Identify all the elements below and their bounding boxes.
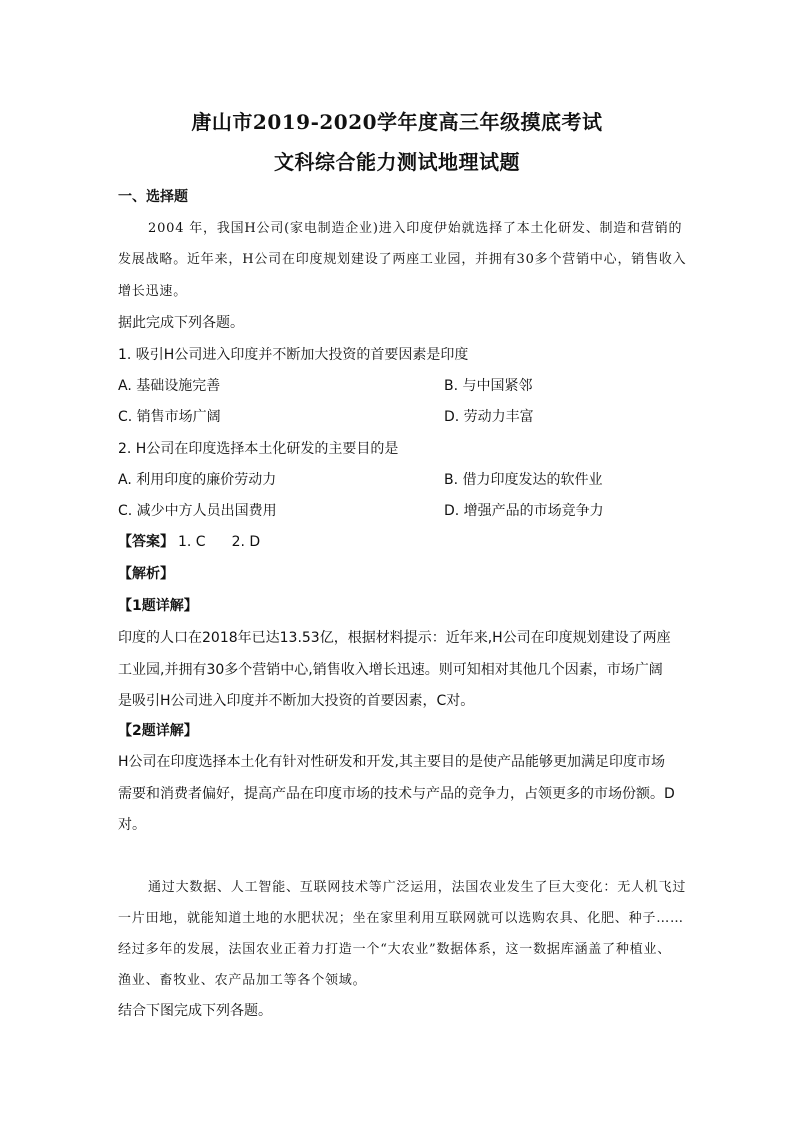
section-heading: 一、选择题 [118, 189, 188, 205]
page-title: 唐山市2019-2020学年度高三年级摸底考试 [191, 110, 603, 134]
question-2-option-d: D. 增强产品的市场竞争力 [444, 503, 604, 519]
question-1-option-c: C. 销售市场广阔 [118, 409, 221, 425]
answer-line [118, 531, 260, 551]
detail-1-tag: 【1题详解】 [118, 598, 198, 614]
detail-2-tag: 【2题详解】 [118, 723, 198, 739]
passage2-line: 经过多年的发展，法国农业正着力打造一个“大农业”数据体系，这一数据库涵盖了种植业、 [118, 942, 672, 957]
passage1-line: 增长迅速。 [118, 284, 188, 299]
page-subtitle: 文科综合能力测试地理试题 [274, 150, 520, 174]
detail-1-line: 工业园,并拥有30多个营销中心,销售收入增长迅速。则可知相对其他几个因素，市场广阔 [118, 662, 663, 678]
detail-1-line: 是吸引H公司进入印度并不断加大投资的首要因素，C对。 [118, 693, 475, 709]
detail-2-line: 对。 [118, 817, 146, 833]
detail-2-line: 需要和消费者偏好，提高产品在印度市场的技术与产品的竞争力，占领更多的市场份额。D [118, 786, 675, 802]
answer-1: 1. C [178, 534, 206, 550]
answer-2: 2. D [231, 534, 261, 550]
question-1-option-a: A. 基础设施完善 [118, 378, 221, 394]
instruction-text: 据此完成下列各题。 [118, 315, 244, 331]
detail-2-line: H公司在印度选择本土化有针对性研发和开发,其主要目的是使产品能够更加满足印度市场 [118, 754, 665, 770]
question-1-stem: 1. 吸引H公司进入印度并不断加大投资的首要因素是印度 [118, 347, 469, 363]
answer-tag: 【答案】 [118, 534, 174, 550]
question-1-option-d: D. 劳动力丰富 [444, 409, 534, 425]
question-2-stem: 2. H公司在印度选择本土化研发的主要目的是 [118, 441, 399, 457]
question-2-option-c: C. 减少中方人员出国费用 [118, 503, 277, 519]
passage1-line: 发展战略。近年来，H公司在印度规划建设了两座工业园，并拥有30多个营销中心，销售收入 [118, 252, 687, 267]
passage1-line: 2004 年，我国H公司(家电制造企业)进入印度伊始就选择了本土化研发、制造和营销的 [148, 221, 683, 236]
question-1-option-b: B. 与中国紧邻 [444, 378, 533, 394]
passage2-line: 通过大数据、人工智能、互联网技术等广泛运用，法国农业发生了巨大变化：无人机飞过 [148, 880, 687, 895]
question-2-option-b: B. 借力印度发达的软件业 [444, 472, 603, 488]
question-2-option-a: A. 利用印度的廉价劳动力 [118, 472, 277, 488]
passage2-line: 渔业、畜牧业、农产品加工等各个领域。 [118, 973, 367, 988]
analysis-tag: 【解析】 [118, 566, 174, 582]
passage2-line: 一片田地，就能知道土地的水肥状况；坐在家里利用互联网就可以选购农具、化肥、种子…… [118, 911, 684, 926]
detail-1-line: 印度的人口在2018年已达13.53亿，根据材料提示：近年来,H公司在印度规划建设了两座 [118, 630, 671, 646]
instruction-text: 结合下图完成下列各题。 [118, 1003, 272, 1019]
